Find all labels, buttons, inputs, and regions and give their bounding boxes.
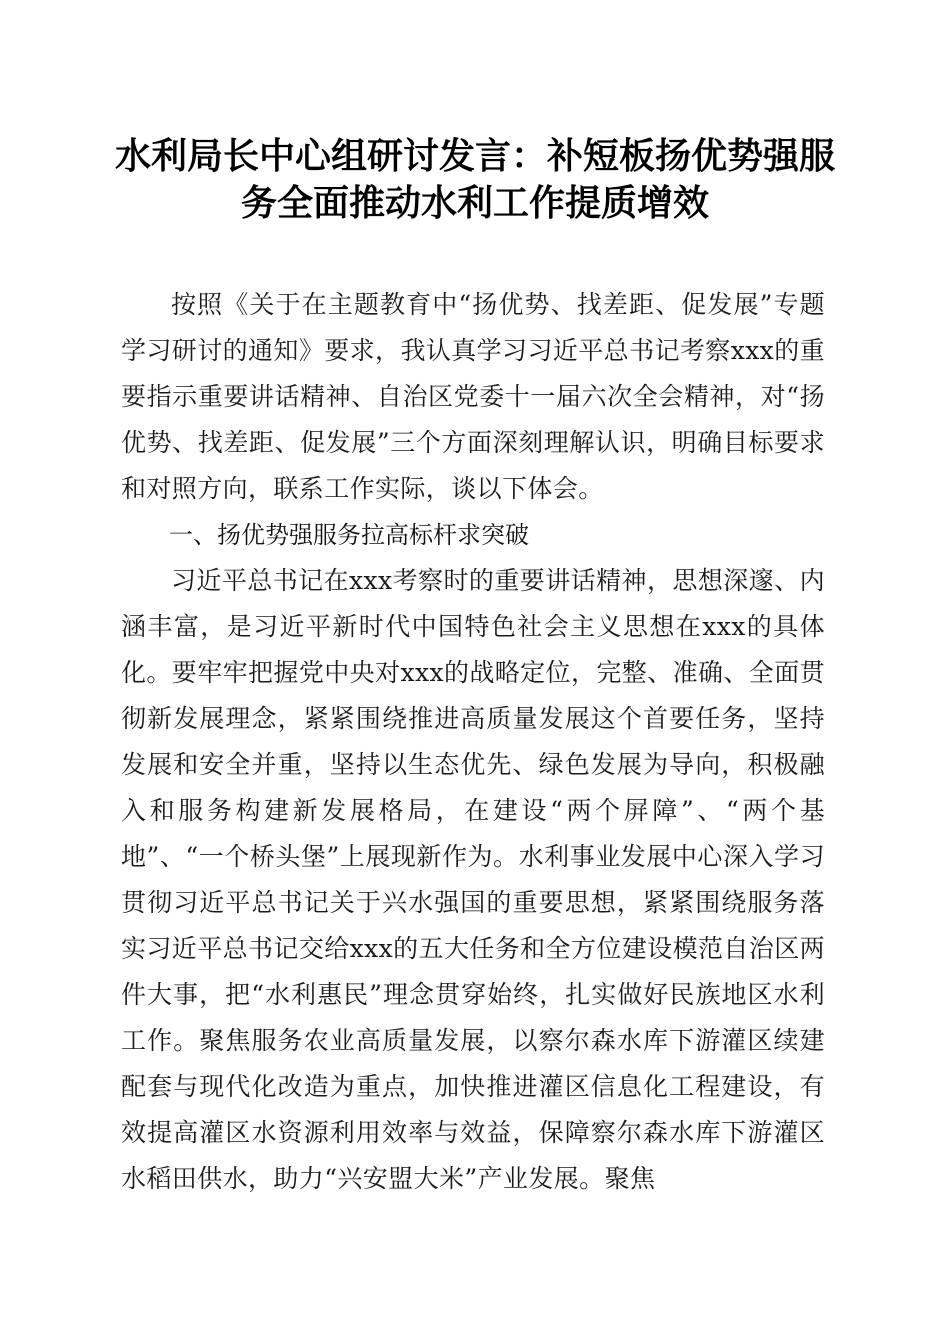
document-body xyxy=(121,282,825,1202)
section-1-paragraph: 习近平总书记在xxx考察时的重要讲话精神，思想深邃、内涵丰富，是习近平新时代中国特色社会主义思想在xxx的具体化。要牢牢把握党中央对xxx的战略定位，完整、准确、全面贯彻新发展理念，紧紧围绕推进高质量发展这个首要任务，坚持发展和安全并重，坚持以生态优先、绿色发展为导向，积极融入和服务构建新发展格局，在建设“两个屏障”、“两个基地”、“一个桥头堡”上展现新作为。水利事业发展中心深入学习贯彻习近平总书记关于兴水强国的重要思想，紧紧围绕服务落实习近平总书记交给xxx的五大任务和全方位建设模范自治区两件大事，把“水利惠民”理念贯穿始终，扎实做好民族地区水利工作。聚焦服务农业高质量发展，以察尔森水库下游灌区续建配套与现代化改造为重点，加快推进灌区信息化工程建设，有效提高灌区水资源利用效率与效益，保障察尔森水库下游灌区水稻田供水，助力“兴安盟大米”产业发展。聚焦 xyxy=(121,566,825,1193)
title-line-1: 水利局长中心组研讨发言：补短板扬优势强服 xyxy=(114,136,835,177)
document-title xyxy=(110,133,840,227)
section-heading-1: 一、扬优势强服务拉高标杆求突破 xyxy=(169,521,529,549)
title-line-2: 务全面推动水利工作提质增效 xyxy=(240,183,709,224)
intro-paragraph: 按照《关于在主题教育中“扬优势、找差距、促发展”专题学习研讨的通知》要求，我认真学习习近平总书记考察xxx的重要指示重要讲话精神、自治区党委十一届六次全会精神，对“扬优势、找差距、促发展”三个方面深刻理解认识，明确目标要求和对照方向，联系工作实际，谈以下体会。 xyxy=(121,290,825,503)
